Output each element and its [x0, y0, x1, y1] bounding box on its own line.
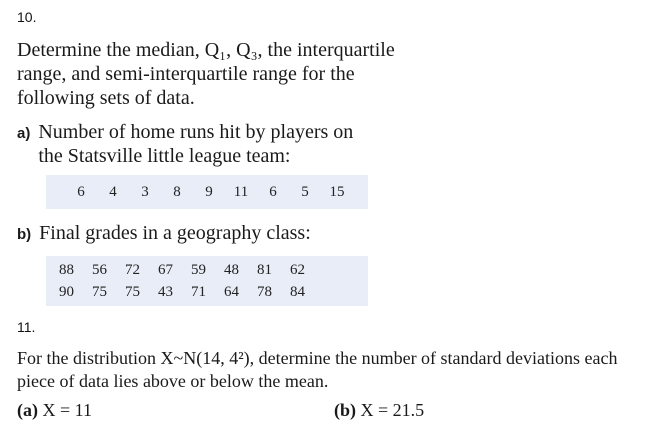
data-cell: 3: [141, 183, 149, 200]
data-cell: 67: [158, 261, 173, 278]
data-cell: 6: [77, 183, 85, 200]
data-cell: 84: [290, 283, 305, 300]
data-cell: 48: [224, 261, 239, 278]
sub-a-value: X = 11: [42, 400, 92, 420]
data-cell: 6: [269, 183, 277, 200]
data-cell: 56: [92, 261, 107, 278]
data-cell: 11: [233, 183, 249, 200]
data-cell: 72: [125, 261, 140, 278]
sub-b-label: (b): [334, 400, 356, 420]
data-cell: 4: [109, 183, 117, 200]
data-cell: 43: [158, 283, 173, 300]
data-cell: 78: [257, 283, 272, 300]
part-a-x-value: [17, 400, 92, 421]
part-a-label: a): [17, 125, 31, 142]
question-number-10: 10.: [17, 9, 37, 25]
question-10-prompt: Determine the median, Q₁, Q₃, the interquartile range, and semi-interquartile range for the following sets of data.: [17, 39, 395, 109]
question-11-prompt: For the distribution X~N(14, 4²), determine the number of standard deviations each piece of data lies above or below the mean.: [17, 348, 618, 391]
sub-b-value: X = 21.5: [360, 400, 425, 420]
home-runs-data-table: [46, 175, 368, 209]
sub-a-label: (a): [17, 400, 38, 420]
data-cell: 8: [173, 183, 181, 200]
part-a: [17, 120, 368, 168]
data-cell: 81: [257, 261, 272, 278]
data-cell: 71: [191, 283, 206, 300]
data-cell: 9: [205, 183, 213, 200]
grades-data-table: [46, 256, 368, 306]
table-row: [46, 259, 368, 281]
question-number-11: 11.: [17, 319, 36, 335]
table-row: [46, 281, 368, 303]
data-cell: 88: [59, 261, 74, 278]
data-cell: 15: [329, 183, 345, 200]
part-a-text: Number of home runs hit by players on the Statsville little league team:: [38, 121, 354, 167]
table-row: [46, 175, 368, 209]
data-cell: 90: [59, 283, 74, 300]
data-cell: 75: [125, 283, 140, 300]
data-cell: 5: [301, 183, 309, 200]
data-cell: 64: [224, 283, 239, 300]
data-cell: 62: [290, 261, 305, 278]
part-b-x-value: [334, 400, 424, 421]
data-cell: 59: [191, 261, 206, 278]
part-b: [17, 221, 311, 247]
part-b-text: Final grades in a geography class:: [39, 222, 311, 244]
part-b-label: b): [17, 226, 32, 243]
data-cell: 75: [92, 283, 107, 300]
